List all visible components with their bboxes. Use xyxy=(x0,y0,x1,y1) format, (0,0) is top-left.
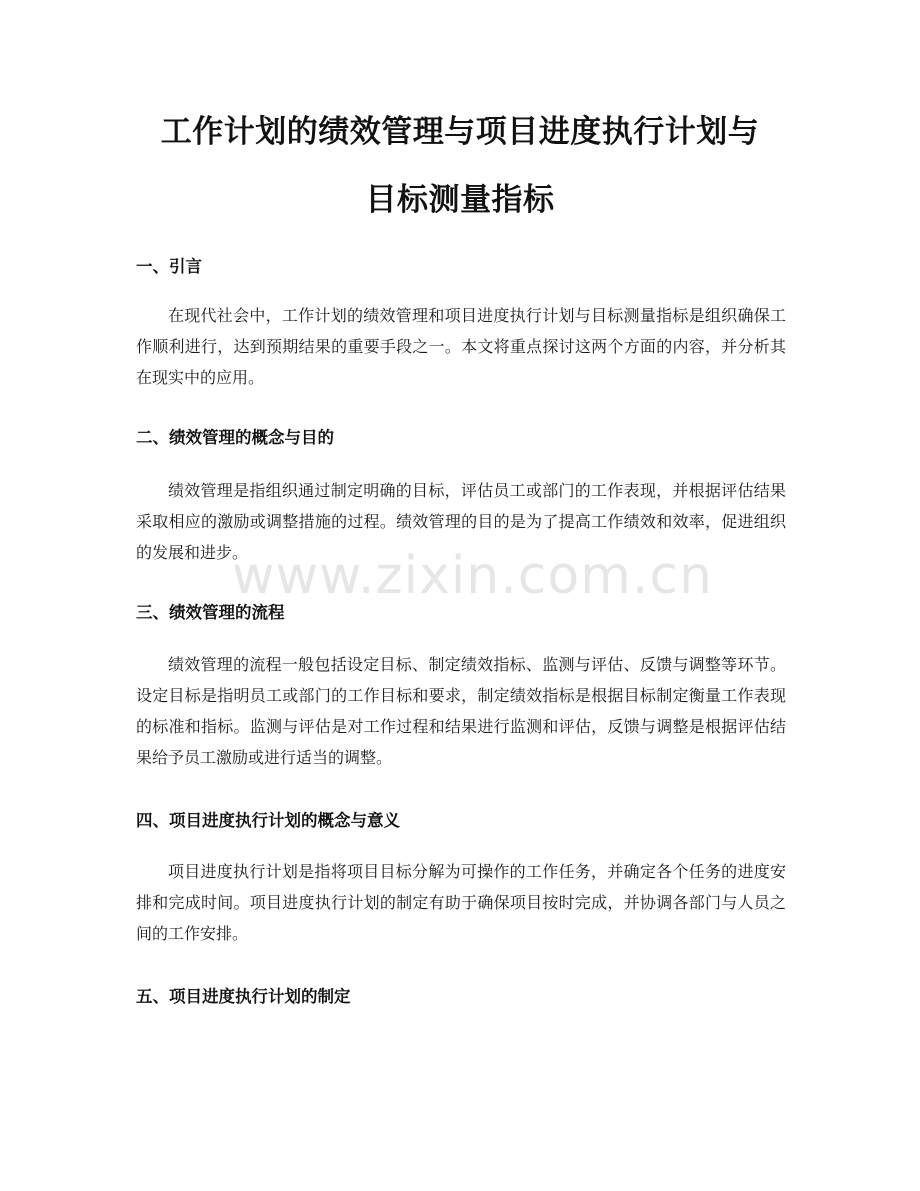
section-heading-schedule-formulation: 五、项目进度执行计划的制定 xyxy=(136,987,351,1006)
watermark: www.zixin.com.cn xyxy=(232,546,713,606)
section-heading-schedule-concept: 四、项目进度执行计划的概念与意义 xyxy=(136,811,400,830)
section-heading-performance-process: 三、绩效管理的流程 xyxy=(136,603,285,622)
section-heading-intro: 一、引言 xyxy=(136,257,202,276)
section-paragraph-intro: 在现代社会中，工作计划的绩效管理和项目进度执行计划与目标测量指标是组织确保工作顺利进行，达到预期结果的重要手段之一。本文将重点探讨这两个方面的内容，并分析其在现实中的应用。 xyxy=(136,306,786,387)
section-heading-performance-concept: 二、绩效管理的概念与目的 xyxy=(136,428,334,447)
document-title-line-2: 目标测量指标 xyxy=(365,182,555,218)
section-paragraph-performance-concept: 绩效管理是指组织通过制定明确的目标，评估员工或部门的工作表现，并根据评估结果采取相应的激励或调整措施的过程。绩效管理的目的是为了提高工作绩效和效率，促进组织的发展和进步。 xyxy=(136,481,786,562)
document-title xyxy=(100,98,820,234)
section-paragraph-schedule-concept: 项目进度执行计划是指将项目目标分解为可操作的工作任务，并确定各个任务的进度安排和完成时间。项目进度执行计划的制定有助于确保项目按时完成，并协调各部门与人员之间的工作安排。 xyxy=(136,862,786,943)
section-paragraph-performance-process: 绩效管理的流程一般包括设定目标、制定绩效指标、监测与评估、反馈与调整等环节。设定目标是指明员工或部门的工作目标和要求，制定绩效指标是根据目标制定衡量工作表现的标准和指标。监测与评估是对工作过程和结果进行监测和评估，反馈与调整是根据评估结果给予员工激励或进行适当的调整。 xyxy=(136,655,786,767)
document-title-line-1: 工作计划的绩效管理与项目进度执行计划与 xyxy=(160,114,760,150)
